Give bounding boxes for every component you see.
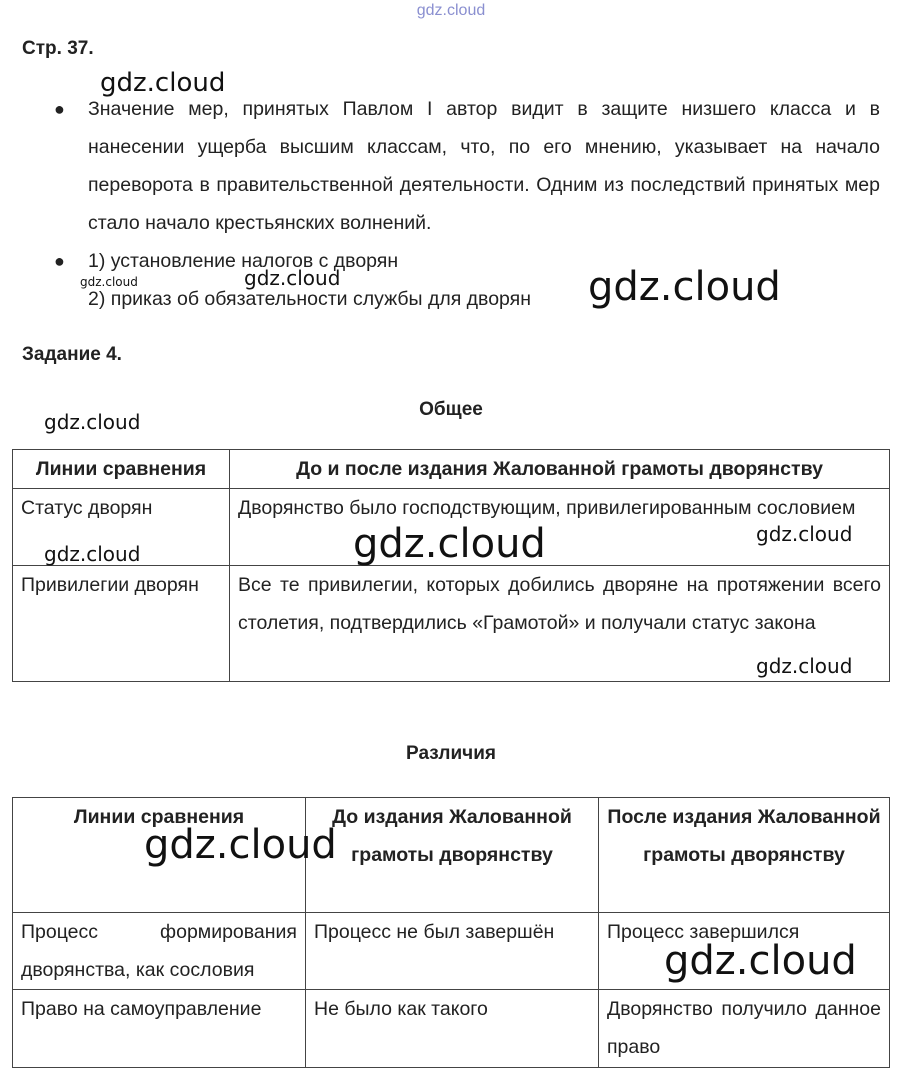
watermark: gdz.cloud [588, 264, 781, 310]
watermark: gdz.cloud [244, 266, 341, 290]
watermark: gdz.cloud [664, 938, 857, 984]
watermark: gdz.cloud [80, 275, 138, 289]
page-header: gdz.cloud [416, 2, 486, 19]
task-heading: Задание 4. [22, 344, 122, 365]
list-item [54, 90, 880, 242]
common-table-title: Общее [419, 399, 483, 420]
column-header: Линии сравнения [13, 450, 230, 489]
column-header: Линии сравнения [13, 798, 306, 913]
table-row [13, 990, 890, 1068]
table-cell: Не было как такого [306, 990, 599, 1068]
watermark: gdz.cloud [144, 822, 337, 868]
watermark: gdz.cloud [100, 68, 226, 98]
bullet-icon: ● [54, 251, 65, 271]
table-header-row [13, 450, 890, 489]
watermark: gdz.cloud [44, 410, 141, 434]
watermark: gdz.cloud [756, 522, 853, 546]
page-reference: Стр. 37. [22, 38, 94, 59]
column-header: До издания Жалованной грамоты дворянству [306, 798, 599, 913]
table-cell: Процесс не был завершён [306, 913, 599, 990]
column-header: После издания Жалованной грамоты дворянству [599, 798, 890, 913]
watermark: gdz.cloud [44, 542, 141, 566]
bullet-icon: ● [54, 99, 65, 119]
watermark: gdz.cloud [353, 521, 546, 567]
watermark: gdz.cloud [756, 654, 853, 678]
table-cell: Дворянство получило данное право [599, 990, 890, 1068]
bullet-text: Значение мер, принятых Павлом I автор видит в защите низшего класса и в нанесении ущерба высшим классам, что, по его мнению, указывает на начало переворота в правительственной деятельности. Одним из последствий принятых мер стало начало крестьянских волнений. [88, 98, 880, 234]
table-cell: Привилегии дворян [13, 566, 230, 682]
bullet-line: 2) приказ об обязательности службы для дворян [88, 288, 531, 310]
bullet-line: 1) установление налогов с дворян [88, 250, 399, 272]
differences-table-title: Различия [406, 743, 496, 764]
table-cell: Дворянство было господствующим, привилегированным сословием [230, 489, 890, 566]
table-cell: Статус дворян [13, 489, 230, 566]
table-cell: Все те привилегии, которых добились дворяне на протяжении всего столетия, подтвердились «Грамотой» и получали статус закона [230, 566, 890, 682]
table-cell: Процесс формирования дворянства, как сословия [13, 913, 306, 990]
table-cell: Право на самоуправление [13, 990, 306, 1068]
column-header: До и после издания Жалованной грамоты дворянству [230, 450, 890, 489]
table-cell: Процесс завершился [599, 913, 890, 990]
